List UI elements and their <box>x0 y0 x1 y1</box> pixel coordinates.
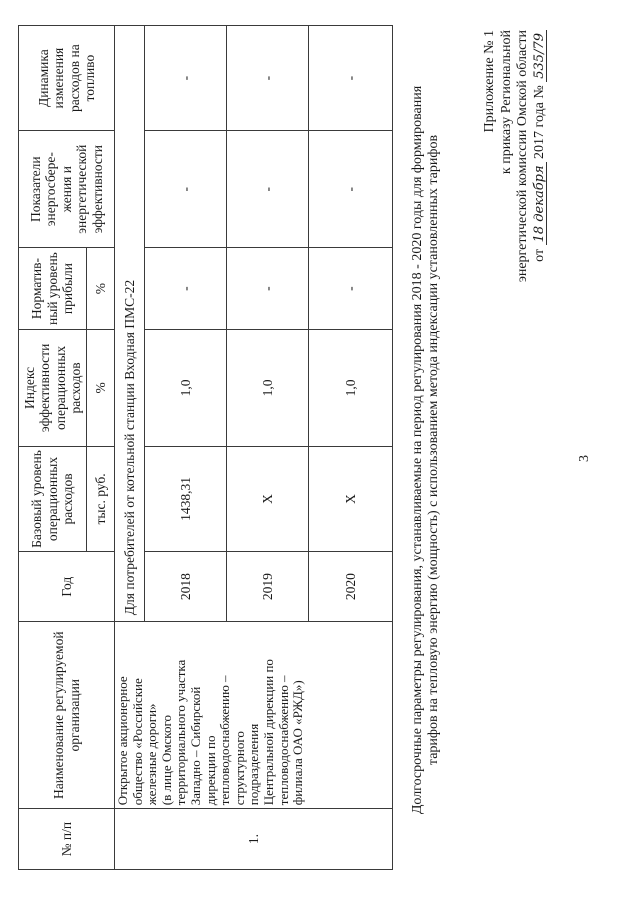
handwritten-number: 535/79 <box>533 30 547 82</box>
parameters-table <box>18 25 393 870</box>
header-energy-saving: Показатели энергосбере-жения и энергетической эффективности <box>19 131 115 248</box>
appendix-header <box>482 30 548 390</box>
rotated-page <box>0 10 620 890</box>
cell-year: 2018 <box>145 552 227 622</box>
org-line: Западно – Сибирской <box>187 686 203 806</box>
org-line: Центральной дирекции по <box>260 659 276 806</box>
header-fuel-dynamics: Динамика изменения расходов на топливо <box>19 26 115 131</box>
cell-energy-saving: - <box>227 131 309 248</box>
consumer-group-row <box>115 26 145 870</box>
cell-fuel-dynamics: - <box>309 26 393 131</box>
unit-profit-level: % <box>87 248 115 330</box>
consumer-group-label: Для потребителей от котельной станции Входная ПМС-22 <box>115 26 145 622</box>
appendix-line-3: энергетической комиссии Омской области <box>515 30 530 283</box>
org-line: подразделения <box>246 723 262 806</box>
header-org: Наименование регулируемой организации <box>19 622 115 809</box>
appendix-line-2: к приказу Региональной <box>498 30 514 175</box>
unit-base-level: тыс. руб. <box>87 446 115 551</box>
title-line-1: Долгосрочные параметры регулирования, устанавливаемые на период регулирования 2018 - 2020 годы для формирования <box>410 85 425 815</box>
header-num: № п/п <box>19 809 115 870</box>
handwritten-date: 18 декабря <box>533 162 547 245</box>
document-title <box>410 30 442 870</box>
org-line: структурного <box>231 731 247 806</box>
title-line-2: тарифов на тепловую энергию (мощность) с использованием метода индексации установленных тарифов <box>426 134 441 766</box>
header-year: Год <box>19 552 115 622</box>
appendix-line-1: Приложение № 1 <box>482 30 497 133</box>
header-efficiency-index: Индекс эффективности операционных расходов <box>19 329 87 446</box>
cell-base-level: Х <box>227 446 309 551</box>
cell-profit-level: - <box>145 248 227 330</box>
org-line: тепловодоснабжению – <box>275 675 291 806</box>
cell-energy-saving: - <box>309 131 393 248</box>
cell-year: 2020 <box>309 552 393 622</box>
org-line: территориального участка <box>173 659 189 806</box>
cell-year: 2019 <box>227 552 309 622</box>
cell-efficiency-index: 1,0 <box>227 329 309 446</box>
org-line: дирекции по <box>202 735 218 806</box>
org-line: общество «Российские <box>129 678 145 806</box>
org-line: железные дороги» <box>144 703 160 806</box>
cell-fuel-dynamics: - <box>145 26 227 131</box>
row-number: 1. <box>115 809 393 870</box>
cell-efficiency-index: 1,0 <box>309 329 393 446</box>
cell-profit-level: - <box>227 248 309 330</box>
cell-energy-saving: - <box>145 131 227 248</box>
unit-efficiency-index: % <box>87 329 115 446</box>
header-base-level: Базовый уровень операционных расходов <box>19 446 87 551</box>
cell-efficiency-index: 1,0 <box>145 329 227 446</box>
appendix-year: 2017 года № <box>531 85 547 159</box>
header-row <box>19 26 87 870</box>
cell-base-level: Х <box>309 446 393 551</box>
org-line: (в лице Омского <box>158 715 174 806</box>
org-line: тепловодоснабжению – <box>217 675 233 806</box>
cell-fuel-dynamics: - <box>227 26 309 131</box>
appendix-line-4 <box>532 30 549 390</box>
org-line: Открытое акционерное <box>115 676 130 806</box>
header-profit-level: Норматив-ный уровень прибыли <box>19 248 87 330</box>
page-number: 3 <box>577 455 592 462</box>
cell-profit-level: - <box>309 248 393 330</box>
organization-name <box>115 622 393 809</box>
appendix-from: от <box>531 248 547 262</box>
cell-base-level: 1438,31 <box>145 446 227 551</box>
org-line: филиала ОАО «РЖД») <box>290 680 306 806</box>
